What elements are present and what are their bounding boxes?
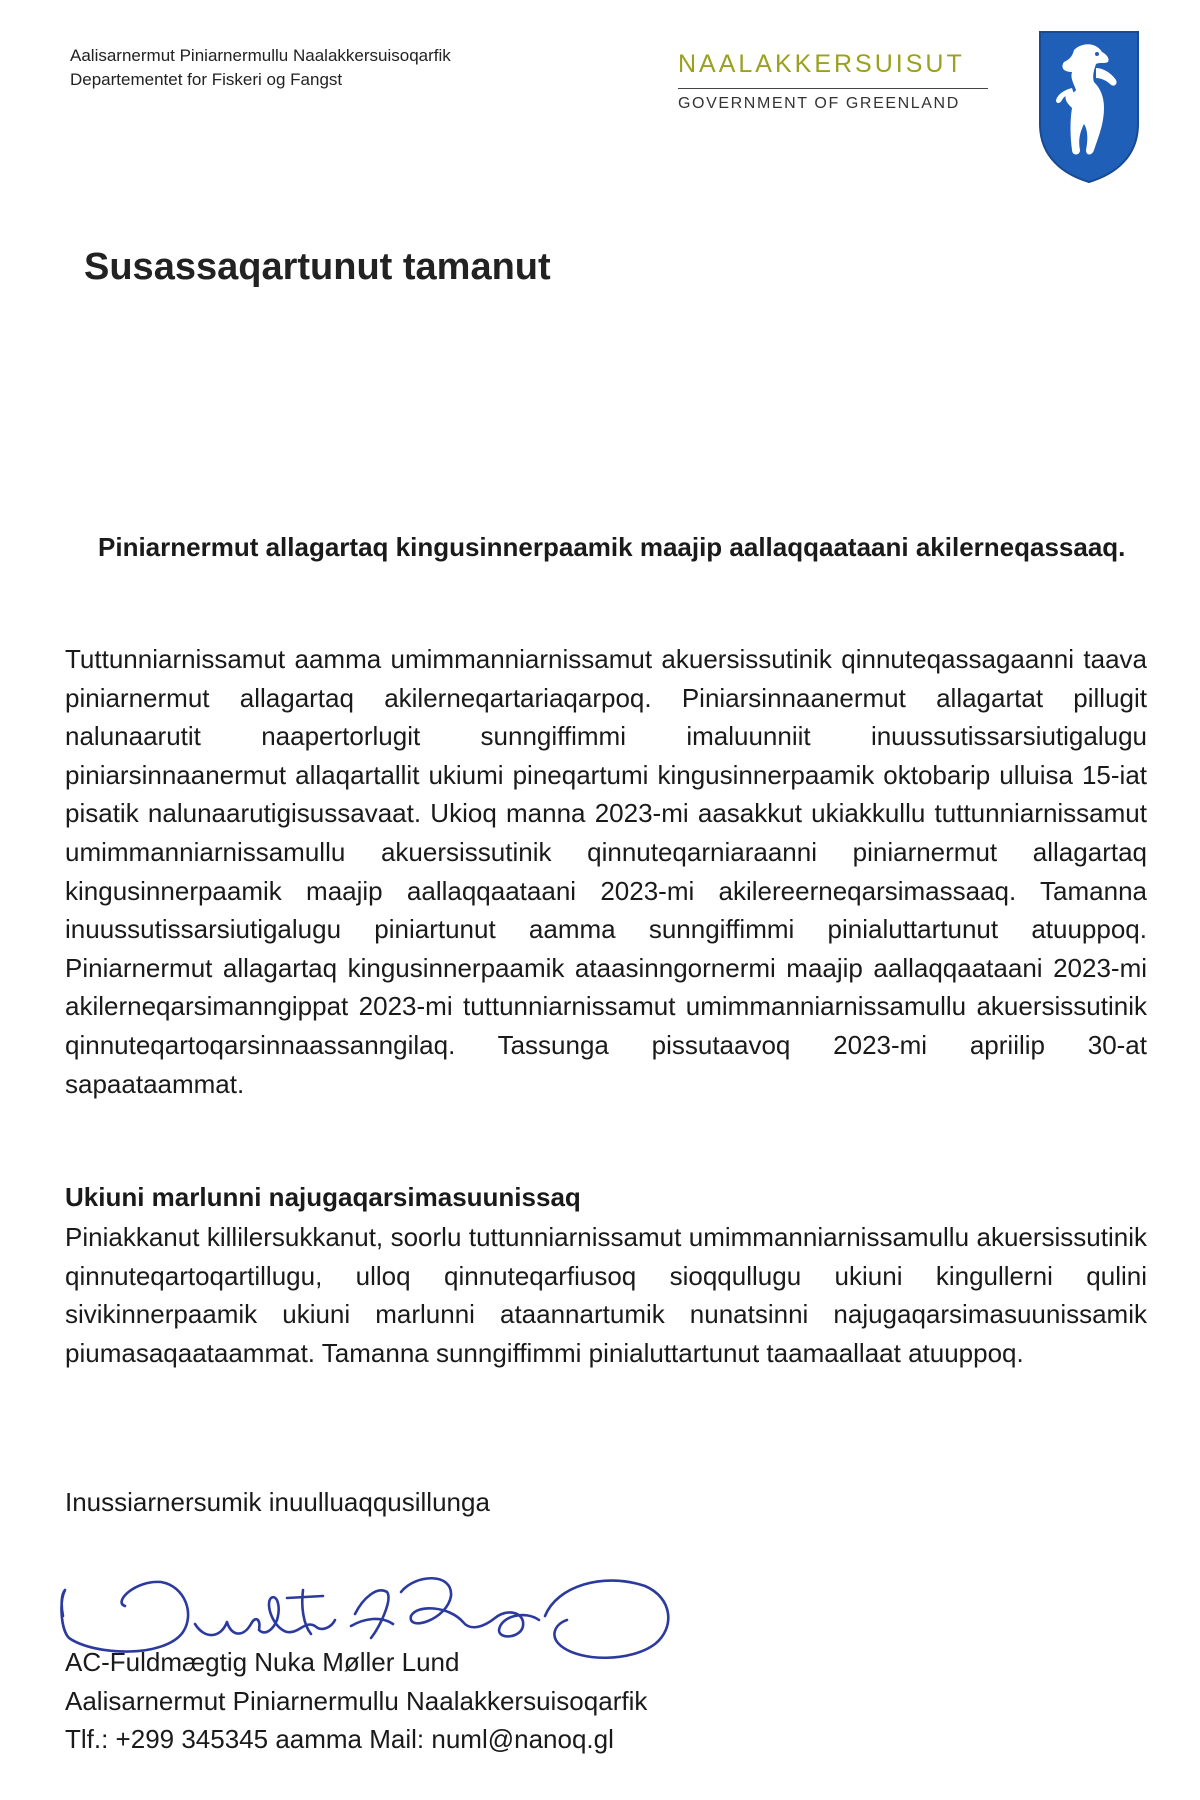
page-title: Susassaqartunut tamanut bbox=[84, 246, 551, 288]
department-name-danish: Departementet for Fiskeri og Fangst bbox=[70, 70, 343, 89]
sender-name: AC-Fuldmægtig Nuka Møller Lund bbox=[65, 1647, 460, 1677]
polar-bear-crest-icon bbox=[1034, 28, 1144, 184]
brand-name: NAALAKKERSUISUT bbox=[678, 50, 965, 78]
sender-block bbox=[65, 1643, 647, 1759]
brand-subtitle: GOVERNMENT OF GREENLAND bbox=[678, 95, 960, 112]
brand-divider bbox=[678, 88, 988, 89]
section-heading: Ukiuni marlunni najugaqarsimasuunissaq bbox=[65, 1182, 581, 1212]
body-paragraph-1: Tuttunniarnissamut aamma umimmanniarnissamut akuersissutinik qinnuteqassagaanni taava piniarnermut allagartaq akilerneqartariaqarpoq. Piniarsinnaanermut allagartat pillugit nalunaarutit naapertorlugit sunngiffimmi imaluunniit inuussutissarsiutigalugu piniarsinnaanermut allaqartallit ukiumi pineqartumi kingusinnerpaamik oktobarip ulluisa 15-iat pisatik nalunaarutigisussavaat. Ukioq manna 2023-mi aasakkut ukiakkullu tuttunniarnissamut umimmanniarnissamullu akuersissutinik qinnuteqarniaraanni piniarnermut allagartaq kingusinnerpaamik maajip aallaqqaataani 2023-mi akilereerneqarsimassaaq. Tamanna inuussutissarsiutigalugu piniartunut aamma sunngiffimmi pinialuttartunut atuuppoq. Piniarnermut allagartaq kingusinnerpaamik ataasinngornermi maajip aallaqqaataani 2023-mi akilerneqarsimanngippat 2023-mi tuttunniarnissamut umimmanniarnissamullu akuersissutinik qinnuteqartoqarsinnaassanngilaq. Tassunga pissutaavoq 2023-mi apriilip 30-at sapaataammat. bbox=[65, 644, 1147, 1099]
subheading: Piniarnermut allagartaq kingusinnerpaamik maajip aallaqqaataani akilerneqassaaq. bbox=[98, 532, 1126, 562]
sender-contact: Tlf.: +299 345345 aamma Mail: numl@nanoq.gl bbox=[65, 1724, 614, 1754]
body-paragraph-2: Piniakkanut killilersukkanut, soorlu tuttunniarnissamut umimmanniarnissamullu akuersissutinik qinnuteqartoqartillugu, ulloq qinnuteqarfiusoq sioqqullugu ukiuni kingullerni qulini sivikinnerpaamik ukiuni marlunni ataannartumik nunatsinni najugaqarsimasuunissamik piumasaqaataammat. Tamanna sunngiffimmi pinialuttartunut taamaallaat atuuppoq. bbox=[65, 1222, 1147, 1368]
government-logo bbox=[678, 50, 988, 113]
department-names bbox=[70, 44, 451, 92]
department-name-greenlandic: Aalisarnermut Piniarnermullu Naalakkersuisoqarfik bbox=[70, 46, 451, 65]
sender-organization: Aalisarnermut Piniarnermullu Naalakkersuisoqarfik bbox=[65, 1685, 648, 1716]
closing-greeting: Inussiarnersumik inuulluaqqusillunga bbox=[65, 1487, 490, 1517]
